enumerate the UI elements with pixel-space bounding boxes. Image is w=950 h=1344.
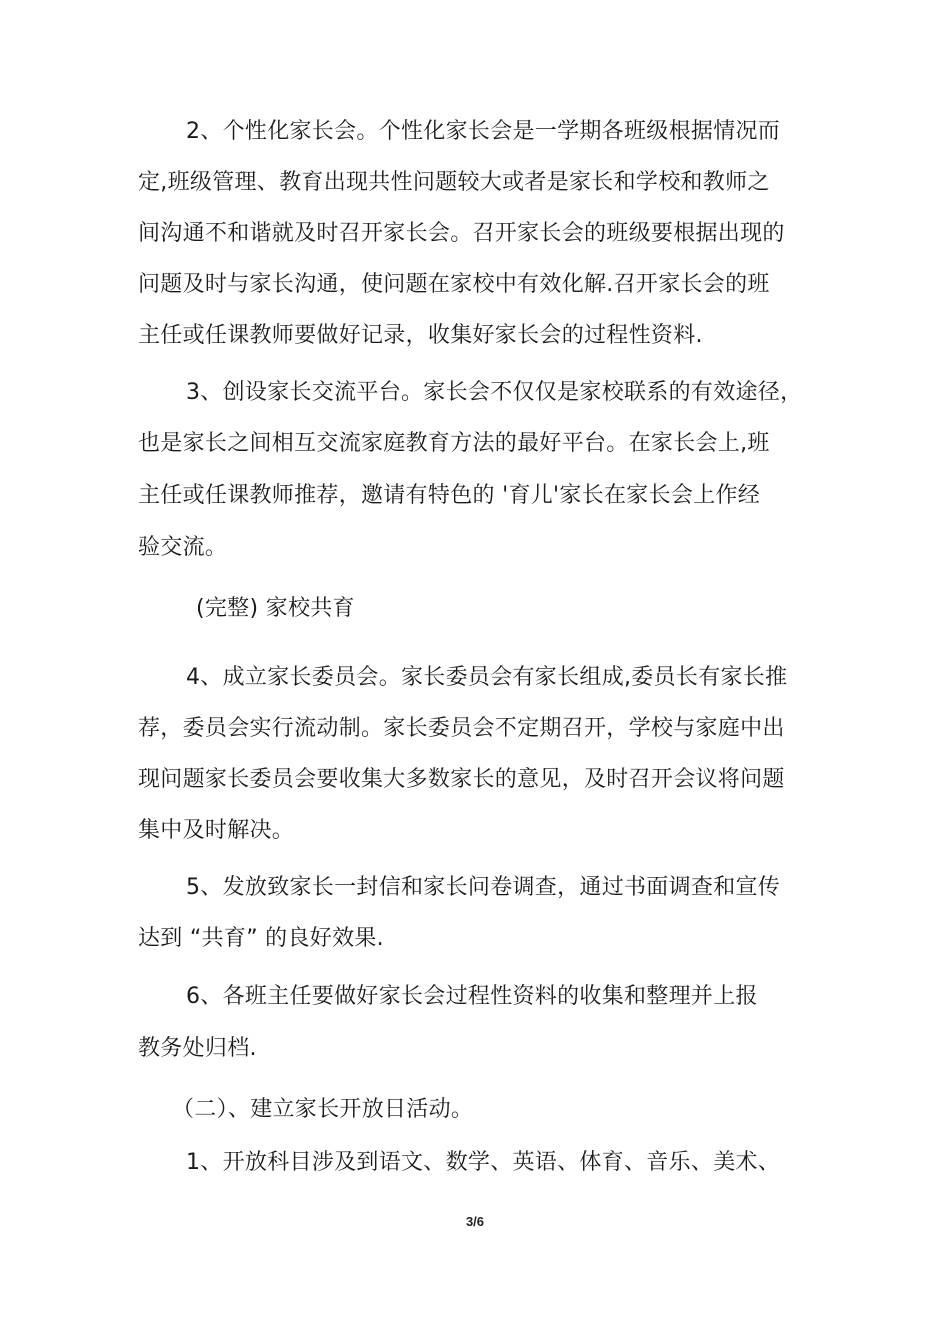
text-line: 4、成立家长委员会。家长委员会有家长组成,委员长有家长推 bbox=[186, 665, 788, 690]
text-line: 5、发放致家长一封信和家长问卷调查，通过书面调查和宣传 bbox=[186, 875, 781, 900]
text-line: 现问题家长委员会要收集大多数家长的意见，及时召开会议将问题 bbox=[138, 767, 785, 792]
text-line: 荐，委员会实行流动制。家长委员会不定期召开，学校与家庭中出 bbox=[138, 716, 785, 741]
text-line: 1、开放科目涉及到语文、数学、英语、体育、音乐、美术、 bbox=[186, 1150, 781, 1175]
text-line: 主任或任课教师推荐，邀请有特色的 '育儿'家长在家长会上作经 bbox=[138, 483, 761, 508]
subheading-text: (完整) 家校共育 bbox=[196, 596, 355, 621]
text-line: 也是家长之间相互交流家庭教育方法的最好平台。在家长会上,班 bbox=[138, 431, 770, 456]
text-line: 教务处归档. bbox=[138, 1036, 257, 1061]
text-line: 主任或任课教师要做好记录，收集好家长会的过程性资料. bbox=[138, 323, 703, 348]
text-line: 2、个性化家长会。个性化家长会是一学期各班级根据情况而 bbox=[186, 119, 781, 144]
text-line: 3、创设家长交流平台。家长会不仅仅是家校联系的有效途径， bbox=[186, 380, 803, 405]
text-line: 定,班级管理、教育出现共性问题较大或者是家长和学校和教师之 bbox=[138, 170, 770, 195]
text-line: 6、各班主任要做好家长会过程性资料的收集和整理并上报 bbox=[186, 984, 758, 1009]
text-line: 集中及时解决。 bbox=[138, 818, 295, 843]
page-number: 3/6 bbox=[465, 1214, 485, 1229]
text-line: 问题及时与家长沟通，使问题在家校中有效化解.召开家长会的班 bbox=[138, 272, 770, 297]
text-line: 达到 “共育” 的良好效果. bbox=[138, 926, 384, 951]
text-line: 验交流。 bbox=[138, 535, 228, 560]
section-heading-text: （二）、建立家长开放日活动。 bbox=[172, 1097, 474, 1122]
text-line: 间沟通不和谐就及时召开家长会。召开家长会的班级要根据出现的 bbox=[138, 221, 785, 246]
